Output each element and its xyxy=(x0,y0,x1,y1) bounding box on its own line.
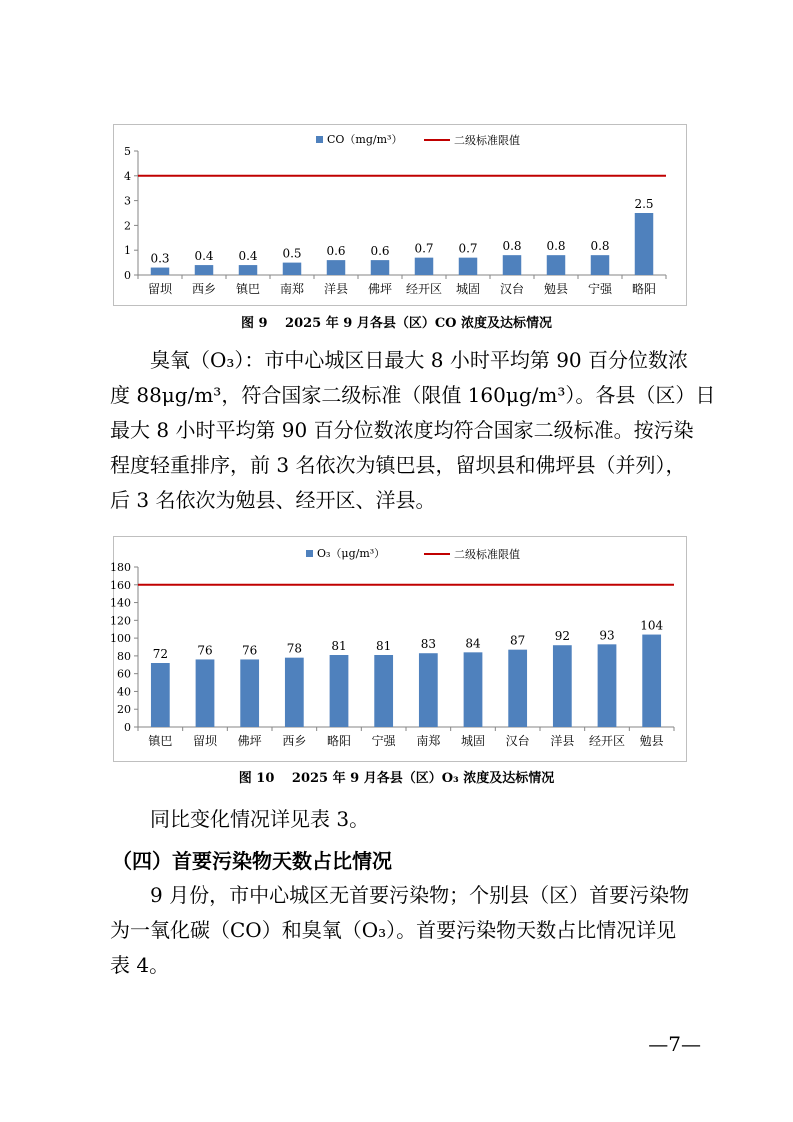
section-heading: （四）首要污染物天数占比情况 xyxy=(112,849,392,873)
o3-chart xyxy=(110,536,687,762)
y-tick-label: 180 xyxy=(110,561,131,574)
bar-value-label: 0.3 xyxy=(150,251,170,266)
paragraph-line: 臭氧（O₃）：市中心城区日最大 8 小时平均第 90 百分位数浓 xyxy=(110,348,689,372)
legend-line-label: 二级标准限值 xyxy=(454,548,520,561)
bar-value-label: 0.4 xyxy=(238,249,258,264)
bar-value-label: 0.5 xyxy=(282,246,302,261)
bar xyxy=(239,265,257,275)
category-label: 宁强 xyxy=(587,282,613,296)
bar xyxy=(464,652,483,727)
bar-value-label: 0.8 xyxy=(502,239,522,254)
co-chart xyxy=(113,124,687,306)
category-label: 汉台 xyxy=(499,282,525,296)
bar-value-label: 0.8 xyxy=(546,239,566,254)
y-tick-label: 5 xyxy=(124,145,131,158)
paragraph-line: 后 3 名依次为勉县、经开区、洋县。 xyxy=(110,488,436,512)
bar xyxy=(553,645,572,727)
category-label: 勉县 xyxy=(639,734,664,748)
bar-value-label: 78 xyxy=(286,641,302,656)
y-tick-label: 20 xyxy=(117,703,131,717)
bar xyxy=(419,653,438,727)
category-label: 西乡 xyxy=(282,734,307,748)
category-label: 西乡 xyxy=(191,282,217,296)
bar xyxy=(642,635,661,727)
primary-pollutant-paragraph xyxy=(110,878,700,983)
y-tick-label: 3 xyxy=(124,194,131,208)
category-label: 略阳 xyxy=(631,282,657,296)
y-tick-label: 4 xyxy=(124,169,131,183)
category-label: 留坝 xyxy=(147,282,173,296)
bar xyxy=(415,258,433,275)
category-label: 南郑 xyxy=(416,734,441,748)
bar xyxy=(503,255,521,275)
bar-value-label: 0.6 xyxy=(326,244,346,259)
y-tick-label: 2 xyxy=(124,219,131,233)
paragraph-line: 最大 8 小时平均第 90 百分位数浓度均符合国家二级标准。按污染 xyxy=(110,418,694,442)
y-tick-label: 100 xyxy=(110,632,131,646)
bar-value-label: 81 xyxy=(331,639,347,653)
bar-value-label: 76 xyxy=(242,643,258,658)
category-label: 镇巴 xyxy=(235,282,261,296)
bar xyxy=(508,650,527,727)
bar xyxy=(591,255,609,275)
legend-line-label: 二级标准限值 xyxy=(454,134,520,147)
category-label: 宁强 xyxy=(371,734,396,748)
bar xyxy=(196,659,215,727)
o3-chart-svg xyxy=(110,537,686,761)
bar xyxy=(151,663,170,727)
bar-value-label: 76 xyxy=(197,643,213,658)
category-label: 洋县 xyxy=(323,282,349,296)
paragraph-line: 9 月份，市中心城区无首要污染物；个别县（区）首要污染物 xyxy=(110,883,690,907)
bar xyxy=(598,644,617,727)
y-tick-label: 120 xyxy=(110,614,131,628)
bar xyxy=(240,659,259,727)
paragraph-line: 同比变化情况详见表 3。 xyxy=(110,807,370,831)
ozone-paragraph xyxy=(110,343,716,518)
paragraph-line: 为一氧化碳（CO）和臭氧（O₃）。首要污染物天数占比情况详见 xyxy=(110,918,677,942)
category-label: 佛坪 xyxy=(237,734,262,748)
bar-value-label: 92 xyxy=(554,629,570,644)
y-tick-label: 1 xyxy=(124,244,131,258)
y-tick-label: 80 xyxy=(117,649,131,663)
bar-value-label: 0.7 xyxy=(414,241,434,256)
bar-value-label: 84 xyxy=(465,636,481,651)
bar-value-label: 0.7 xyxy=(458,241,478,256)
bar xyxy=(374,655,393,727)
bar-value-label: 0.6 xyxy=(370,244,390,259)
paragraph-line: 度 88μg/m³，符合国家二级标准（限值 160μg/m³）。各县（区）日 xyxy=(110,383,716,407)
bar xyxy=(285,658,304,727)
y-tick-label: 0 xyxy=(124,721,131,734)
bar xyxy=(327,260,345,275)
bar-value-label: 72 xyxy=(152,647,168,661)
category-label: 城固 xyxy=(455,282,481,296)
category-label: 留坝 xyxy=(192,734,218,748)
y-tick-label: 0 xyxy=(124,269,131,282)
category-label: 汉台 xyxy=(505,734,530,748)
bar xyxy=(195,265,213,275)
y-tick-label: 40 xyxy=(117,685,131,699)
bar xyxy=(459,258,477,275)
category-label: 南郑 xyxy=(279,282,305,296)
bar xyxy=(547,255,565,275)
co-chart-caption: 图 9 2025 年 9 月各县（区）CO 浓度及达标情况 xyxy=(240,316,553,331)
bar-value-label: 0.4 xyxy=(194,249,214,264)
bar xyxy=(330,655,349,727)
category-label: 勉县 xyxy=(543,282,569,296)
y-tick-label: 160 xyxy=(110,578,131,592)
category-label: 城固 xyxy=(460,734,486,748)
co-chart-svg xyxy=(114,125,686,305)
category-label: 镇巴 xyxy=(148,734,173,748)
category-label: 佛坪 xyxy=(367,282,393,296)
bar-value-label: 104 xyxy=(640,618,664,633)
bar xyxy=(371,260,389,275)
legend-bar-label: CO（mg/m³） xyxy=(327,133,403,146)
category-label: 经开区 xyxy=(588,734,626,748)
o3-chart-caption: 图 10 2025 年 9 月各县（区）O₃ 浓度及达标情况 xyxy=(238,771,555,786)
bar-value-label: 81 xyxy=(376,639,392,653)
bar xyxy=(635,213,653,275)
y-tick-label: 140 xyxy=(110,596,131,610)
bar xyxy=(283,263,301,275)
yoy-paragraph xyxy=(110,802,700,837)
bar-value-label: 87 xyxy=(510,633,526,648)
paragraph-line: 程度轻重排序，前 3 名依次为镇巴县，留坝县和佛坪县（并列）， xyxy=(110,453,686,477)
bar-value-label: 2.5 xyxy=(634,197,654,211)
legend-bar-swatch xyxy=(316,136,323,143)
category-label: 略阳 xyxy=(326,734,352,748)
category-label: 经开区 xyxy=(405,282,443,296)
y-tick-label: 60 xyxy=(117,667,131,681)
bar-value-label: 83 xyxy=(420,637,436,652)
legend-bar-label: O₃（μg/m³） xyxy=(317,547,386,560)
bar-value-label: 93 xyxy=(599,628,615,643)
bar-value-label: 0.8 xyxy=(590,239,610,254)
legend-bar-swatch xyxy=(306,550,313,557)
bar xyxy=(151,268,169,275)
paragraph-line: 表 4。 xyxy=(110,953,170,977)
category-label: 洋县 xyxy=(550,734,575,748)
page-number: —7— xyxy=(648,1032,701,1056)
